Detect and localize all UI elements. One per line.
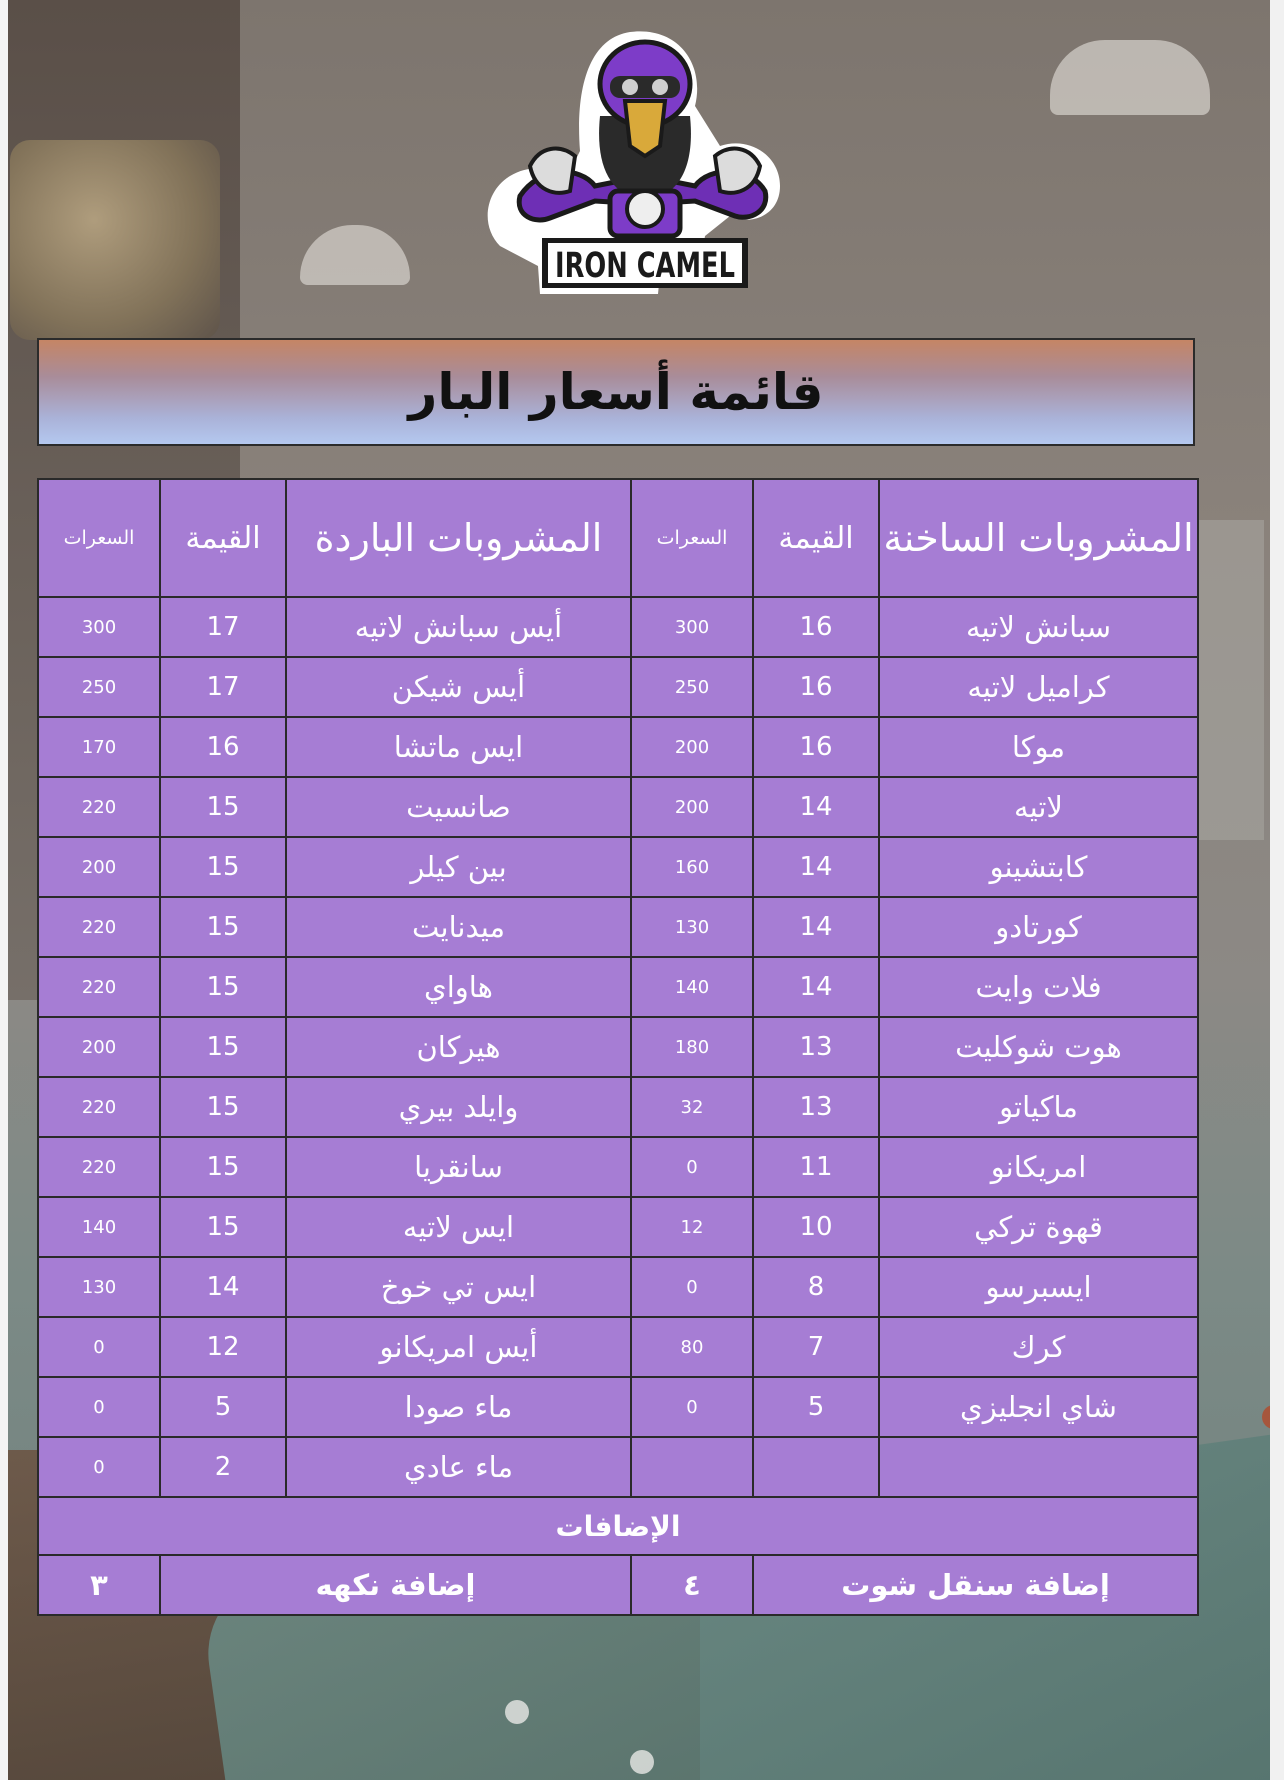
cold-value-cell: 15 [160,957,286,1017]
header-cold-drinks: المشروبات الباردة [286,479,631,597]
table-row [38,1377,1198,1437]
cold-calories-cell: 0 [38,1317,160,1377]
cold-calories-cell: 200 [38,837,160,897]
cold-value-cell: 15 [160,777,286,837]
cold-drink-name: هاواي [286,957,631,1017]
cold-value-cell: 15 [160,1137,286,1197]
hot-value-cell: 11 [753,1137,879,1197]
table-row [38,597,1198,657]
hot-calories-cell: 0 [631,1137,753,1197]
hot-calories-cell: 160 [631,837,753,897]
hot-calories-cell: 0 [631,1377,753,1437]
page-edge-left [0,0,8,1780]
cold-value-cell: 16 [160,717,286,777]
hot-calories-cell: 300 [631,597,753,657]
flavor-addition-label: إضافة نكهه [160,1555,631,1615]
hot-drink-name: كراميل لاتيه [879,657,1198,717]
page-edge-right [1270,0,1284,1780]
hot-drink-name: لاتيه [879,777,1198,837]
hot-calories-cell [631,1437,753,1497]
hot-value-cell: 10 [753,1197,879,1257]
hot-drink-name: هوت شوكليت [879,1017,1198,1077]
hot-drink-name: فلات وايت [879,957,1198,1017]
cold-calories-cell: 130 [38,1257,160,1317]
page-title: قائمة أسعار البار [408,363,824,421]
hot-value-cell: 14 [753,957,879,1017]
cold-drink-name: أيس شيكن [286,657,631,717]
flavor-addition-price: ٣ [38,1555,160,1615]
hot-calories-cell: 130 [631,897,753,957]
cold-drink-name: ايس ماتشا [286,717,631,777]
cold-calories-cell: 300 [38,597,160,657]
cold-calories-cell: 250 [38,657,160,717]
hot-drink-name: سبانش لاتيه [879,597,1198,657]
table-row [38,1077,1198,1137]
table-row [38,1017,1198,1077]
cold-value-cell: 15 [160,1017,286,1077]
cold-drink-name: صانسيت [286,777,631,837]
cold-calories-cell: 170 [38,717,160,777]
additions-row [38,1555,1198,1615]
table-row [38,657,1198,717]
hot-value-cell: 14 [753,897,879,957]
hot-value-cell [753,1437,879,1497]
hot-calories-cell: 12 [631,1197,753,1257]
cold-drink-name: هيركان [286,1017,631,1077]
cold-value-cell: 15 [160,897,286,957]
menu-title-bar [37,338,1195,446]
cold-drink-name: أيس امريكانو [286,1317,631,1377]
table-header-row [38,479,1198,597]
single-shot-label: إضافة سنقل شوت [753,1555,1198,1615]
hot-value-cell: 16 [753,657,879,717]
hot-calories-cell: 250 [631,657,753,717]
cold-calories-cell: 220 [38,1137,160,1197]
additions-header-row [38,1497,1198,1555]
cold-calories-cell: 0 [38,1437,160,1497]
hot-value-cell: 14 [753,777,879,837]
cold-value-cell: 15 [160,1197,286,1257]
table-row [38,837,1198,897]
hot-drink-name: كرك [879,1317,1198,1377]
hot-calories-cell: 200 [631,717,753,777]
cold-drink-name: ايس تي خوخ [286,1257,631,1317]
cold-calories-cell: 220 [38,957,160,1017]
header-hot-drinks: المشروبات الساخنة [879,479,1198,597]
hot-drink-name: ايسبرسو [879,1257,1198,1317]
hot-drink-name: شاي انجليزي [879,1377,1198,1437]
hot-calories-cell: 80 [631,1317,753,1377]
hot-value-cell: 5 [753,1377,879,1437]
cold-value-cell: 14 [160,1257,286,1317]
hot-calories-cell: 200 [631,777,753,837]
header-cold-calories: السعرات [38,479,160,597]
table-row [38,897,1198,957]
header-hot-value: القيمة [753,479,879,597]
logo-brand-text: IRON CAMEL [555,246,735,286]
cold-value-cell: 17 [160,597,286,657]
cold-drink-name: أيس سبانش لاتيه [286,597,631,657]
hot-value-cell: 16 [753,597,879,657]
hot-drink-name [879,1437,1198,1497]
price-table [37,478,1199,1616]
iron-camel-logo [480,26,810,306]
cold-drink-name: ايس لاتيه [286,1197,631,1257]
header-cold-value: القيمة [160,479,286,597]
cold-calories-cell: 0 [38,1377,160,1437]
hot-drink-name: قهوة تركي [879,1197,1198,1257]
cold-calories-cell: 140 [38,1197,160,1257]
cold-value-cell: 15 [160,837,286,897]
cold-drink-name: بين كيلر [286,837,631,897]
hot-drink-name: ماكياتو [879,1077,1198,1137]
hot-drink-name: كورتادو [879,897,1198,957]
cold-value-cell: 5 [160,1377,286,1437]
hot-value-cell: 7 [753,1317,879,1377]
hot-drink-name: موكا [879,717,1198,777]
hot-value-cell: 8 [753,1257,879,1317]
cold-value-cell: 12 [160,1317,286,1377]
hot-value-cell: 13 [753,1017,879,1077]
table-row [38,1317,1198,1377]
table-row [38,957,1198,1017]
hot-drink-name: امريكانو [879,1137,1198,1197]
hot-value-cell: 13 [753,1077,879,1137]
hot-drink-name: كابتشينو [879,837,1198,897]
cold-value-cell: 2 [160,1437,286,1497]
cold-calories-cell: 220 [38,897,160,957]
additions-heading: الإضافات [38,1497,1198,1555]
hot-value-cell: 16 [753,717,879,777]
hot-calories-cell: 140 [631,957,753,1017]
cold-calories-cell: 220 [38,777,160,837]
hot-calories-cell: 0 [631,1257,753,1317]
cold-calories-cell: 220 [38,1077,160,1137]
cold-value-cell: 17 [160,657,286,717]
cold-drink-name: ماء عادي [286,1437,631,1497]
table-row [38,1137,1198,1197]
hot-value-cell: 14 [753,837,879,897]
hot-calories-cell: 180 [631,1017,753,1077]
cold-drink-name: سانقريا [286,1137,631,1197]
header-hot-calories: السعرات [631,479,753,597]
hot-calories-cell: 32 [631,1077,753,1137]
table-row [38,1197,1198,1257]
table-row [38,1257,1198,1317]
cold-calories-cell: 200 [38,1017,160,1077]
cold-value-cell: 15 [160,1077,286,1137]
table-row [38,1437,1198,1497]
cold-drink-name: ماء صودا [286,1377,631,1437]
table-row [38,717,1198,777]
cold-drink-name: ميدنايت [286,897,631,957]
single-shot-price: ٤ [631,1555,753,1615]
cold-drink-name: وايلد بيري [286,1077,631,1137]
table-row [38,777,1198,837]
